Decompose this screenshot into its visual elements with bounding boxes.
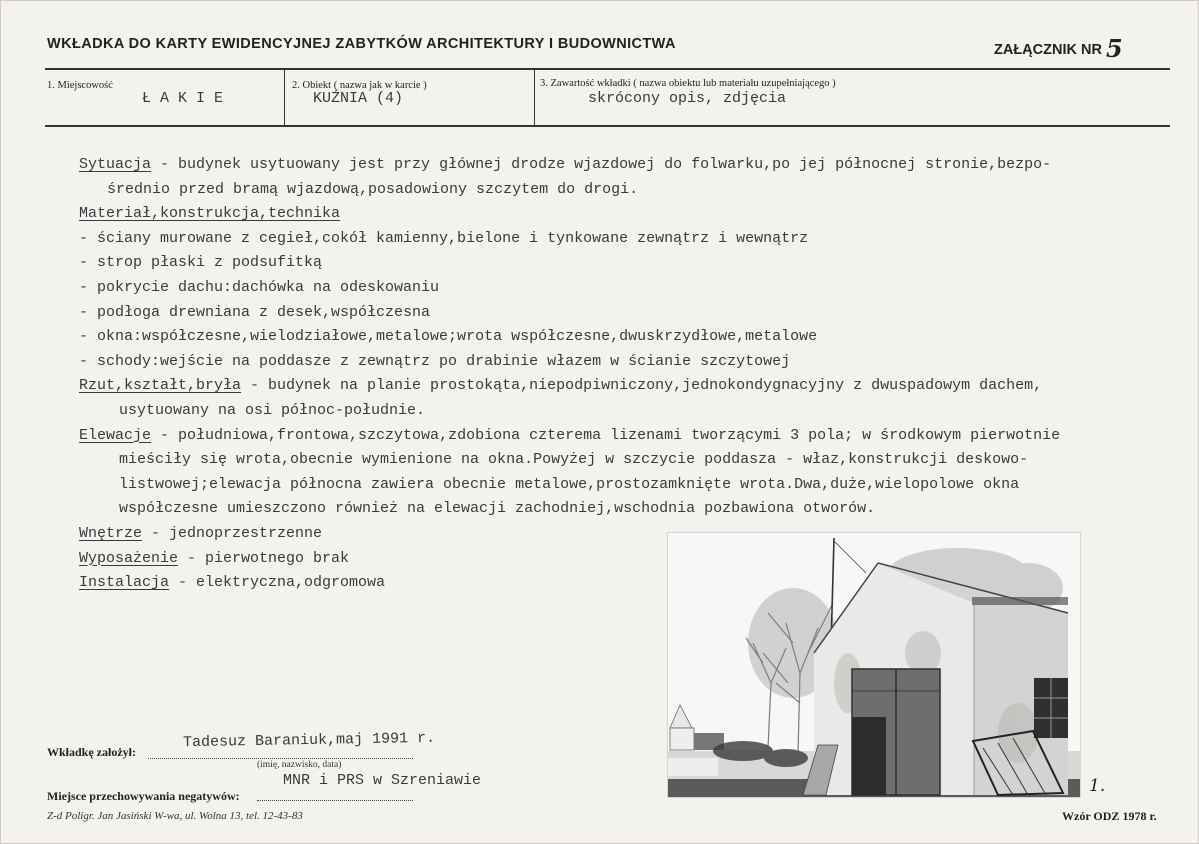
- material-heading: Materiał,konstrukcja,technika: [79, 205, 341, 223]
- photo-number: 1.: [1089, 776, 1106, 796]
- annex-number: 5: [1105, 34, 1123, 63]
- negatives-value: MNR i PRS w Szreniawie: [283, 772, 482, 789]
- elevations-line-4: współczesne umieszczono również na elewacji zachodniej,wschodnia pozbawiona otworów.: [119, 500, 876, 518]
- installation-heading: Instalacja: [79, 574, 170, 592]
- field-divider-1: [284, 69, 285, 126]
- material-item-2: - strop płaski z podsufitką: [79, 254, 323, 272]
- plan-heading: Rzut,kształt,bryła: [79, 377, 242, 395]
- description-body: [79, 153, 1184, 596]
- bottom-rule: [45, 125, 1170, 127]
- situation-line-1: [79, 153, 1184, 178]
- equipment-text: - pierwotnego brak: [178, 549, 350, 567]
- elevations-heading: Elewacje: [79, 426, 152, 444]
- printer-imprint: Z-d Poligr. Jan Jasiński W-wa, ul. Wolna 13, tel. 12-43-83: [47, 810, 303, 822]
- object-value: KUŹNIA (4): [313, 90, 404, 107]
- field-divider-2: [534, 69, 535, 126]
- elevations-line-3: listwowej;elewacja północna zawiera obecnie metalowe,prostozamknięte wrota.Dwa,duże,wielopolowe okna: [119, 475, 1020, 493]
- annex-label: [994, 31, 1123, 63]
- interior-text: - jednoprzestrzenne: [142, 524, 323, 542]
- object-label: 2. Obiekt ( nazwa jak w karcie ): [292, 80, 427, 91]
- elevations-line-1: [79, 424, 1184, 449]
- elevations-text-1: - południowa,frontowa,szczytowa,zdobiona czterema lizenami tworzącymi 3 pola; w środkowym pierwotnie: [151, 426, 1061, 444]
- material-item-4: - podłoga drewniana z desek,współczesna: [79, 303, 431, 321]
- elevations-line-2: mieściły się wrota,obecnie wymienione na okna.Powyżej w szczycie poddasza - właz,konstrukcji deskowo-: [119, 451, 1029, 469]
- locality-label: 1. Miejscowość: [47, 80, 113, 91]
- interior-heading: Wnętrze: [79, 524, 143, 542]
- plan-line-2: usytuowany na osi północ-południe.: [119, 401, 426, 419]
- material-item-1: - ściany murowane z cegieł,cokół kamienny,bielone i tynkowane zewnątrz i wewnątrz: [79, 229, 809, 247]
- negatives-label: Miejsce przechowywania negatywów:: [47, 789, 240, 803]
- plan-text-1: - budynek na planie prostokąta,niepodpiwniczony,jednokondygnacyjny z dwuspadowym dachem,: [241, 377, 1043, 395]
- founded-dotted-line: [148, 758, 413, 759]
- material-item-5: - okna:współczesne,wielodziałowe,metalowe;wrota współczesne,dwuskrzydłowe,metalowe: [79, 328, 818, 346]
- equipment-heading: Wyposażenie: [79, 549, 179, 567]
- situation-heading: Sytuacja: [79, 156, 152, 173]
- form-title: WKŁADKA DO KARTY EWIDENCYJNEJ ZABYTKÓW ARCHITEKTURY I BUDOWNICTWA: [47, 36, 676, 52]
- annex-label-text: ZAŁĄCZNIK NR: [994, 42, 1102, 58]
- negatives-dotted-line: [257, 800, 413, 801]
- top-rule: [45, 68, 1170, 70]
- material-item-6: - schody:wejście na poddasze z zewnątrz po drabinie włazem w ścianie szczytowej: [79, 352, 791, 370]
- situation-line-2: średnio przed bramą wjazdową,posadowiony szczytem do drogi.: [107, 180, 639, 198]
- material-heading-line: [79, 202, 1184, 227]
- plan-line-1: [79, 374, 1184, 399]
- contents-label: 3. Zawartość wkładki ( nazwa obiektu lub materiału uzupełniającego ): [540, 78, 836, 89]
- building-photo: [667, 532, 1081, 798]
- founded-label: Wkładkę założył:: [47, 745, 136, 759]
- founded-value: Tadesuz Baraniuk,maj 1991 r.: [182, 729, 436, 752]
- founded-hint: (imię, nazwisko, data): [257, 760, 342, 770]
- smithy-photo-illustration: [668, 533, 1080, 797]
- situation-text-1: - budynek usytuowany jest przy głównej drodze wjazdowej do folwarku,po jej północnej stronie,bezpo-: [151, 156, 1052, 173]
- form-code: Wzór ODZ 1978 r.: [1062, 809, 1157, 823]
- locality-value: Ł A K I E: [142, 90, 224, 107]
- installation-text: - elektryczna,odgromowa: [169, 574, 386, 592]
- contents-value: skrócony opis, zdjęcia: [588, 90, 787, 107]
- material-item-3: - pokrycie dachu:dachówka na odeskowaniu: [79, 278, 440, 296]
